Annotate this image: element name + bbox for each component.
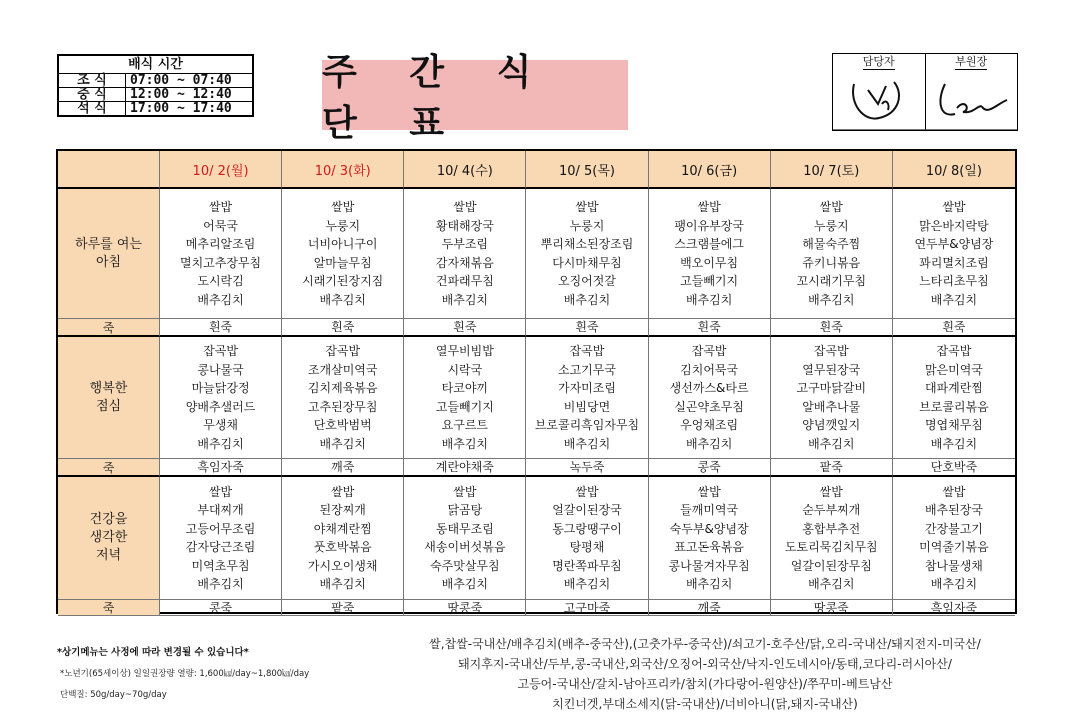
porridge-cell: 고구마죽 <box>526 600 648 616</box>
menu-item: 배추김치 <box>441 577 489 591</box>
menu-item: 맑은바지락탕 <box>919 218 989 233</box>
porridge-cell: 녹두죽 <box>526 459 648 477</box>
approval-role-vice-director: 부원장 <box>955 55 988 68</box>
menu-item: 동그랑땡구이 <box>552 521 622 536</box>
menu-cell <box>649 477 771 600</box>
menu-cell <box>526 477 648 600</box>
menu-item: 야채계란찜 <box>313 521 372 536</box>
breakfast-label-line: 하루를 여는 <box>75 236 142 252</box>
menu-item: 비빔당면 <box>563 399 611 414</box>
menu-item: 콩나물겨자무침 <box>668 558 750 573</box>
lunch-label-line: 점심 <box>95 398 122 414</box>
menu-item: 명엽채무침 <box>924 418 983 432</box>
menu-cell <box>282 477 404 600</box>
menu-item: 쌀밥 <box>942 484 966 499</box>
menu-item: 쌀밥 <box>453 484 477 499</box>
menu-item: 팽이유부장국 <box>674 218 744 233</box>
menu-item: 스크램블에그 <box>674 237 744 251</box>
manager-signature <box>844 70 914 129</box>
lunch-label-line: 행복한 <box>89 380 128 396</box>
menu-item: 고들빼기지 <box>680 274 739 288</box>
menu-item: 배추김치 <box>685 436 733 451</box>
porridge-cell: 흰죽 <box>526 319 648 337</box>
porridge-cell: 흑임자죽 <box>160 459 282 477</box>
menu-item: 잡곡밥 <box>325 344 361 358</box>
menu-cell <box>404 189 526 319</box>
day-header: 10/ 8(일) <box>893 151 1015 189</box>
lunch-label <box>58 337 160 459</box>
menu-item: 요구르트 <box>441 418 489 432</box>
porridge-cell: 팥죽 <box>771 459 893 477</box>
menu-item: 명란쪽파무침 <box>552 558 622 573</box>
menu-item: 배추김치 <box>197 292 244 307</box>
menu-item: 감자채볶음 <box>435 255 494 270</box>
menu-item: 쌀밥 <box>819 484 843 499</box>
menu-cell <box>160 189 282 319</box>
menu-item: 배추김치 <box>197 436 244 451</box>
porridge-cell: 깨죽 <box>282 459 404 477</box>
day-header: 10/ 3(화) <box>282 151 404 189</box>
menu-item: 배추김치 <box>930 292 978 307</box>
grid-corner <box>58 151 160 189</box>
menu-item: 누룽지 <box>569 218 605 233</box>
menu-item: 가시오이생채 <box>307 558 378 573</box>
menu-item: 숙주맛살무침 <box>430 558 500 573</box>
menu-cell <box>526 189 648 319</box>
menu-item: 순두부찌개 <box>802 503 861 517</box>
dinner-label-line: 생각한 <box>89 530 128 545</box>
menu-item: 부대찌개 <box>197 503 244 517</box>
menu-item: 배추김치 <box>808 436 855 451</box>
menu-cell <box>771 337 893 459</box>
day-header: 10/ 2(월) <box>160 151 282 189</box>
menu-item: 고들빼기지 <box>435 399 494 414</box>
menu-item: 쌀밥 <box>697 484 721 499</box>
menu-cell <box>893 337 1015 459</box>
breakfast-time: 07:00 ~ 07:40 <box>126 74 254 88</box>
porridge-cell: 땅콩죽 <box>771 600 893 616</box>
approval-box <box>832 53 1018 131</box>
origin-info <box>380 634 1030 714</box>
menu-item: 배추김치 <box>808 577 855 591</box>
menu-item: 배추된장국 <box>924 503 983 517</box>
menu-item: 고구마닭갈비 <box>796 381 867 395</box>
porridge-cell: 콩죽 <box>649 459 771 477</box>
menu-item: 쌀밥 <box>208 484 233 499</box>
menu-item: 배추김치 <box>685 292 733 307</box>
menu-item: 탕평채 <box>569 540 605 554</box>
menu-cell <box>404 337 526 459</box>
dinner-label <box>58 477 160 600</box>
breakfast-label <box>58 189 160 319</box>
porridge-cell: 흰죽 <box>649 319 771 337</box>
approval-role-manager: 담당자 <box>862 55 895 68</box>
menu-item: 다시마채무침 <box>552 255 622 270</box>
menu-item: 된장찌개 <box>319 503 366 517</box>
porridge-cell: 단호박죽 <box>893 459 1015 477</box>
menu-item: 감자당근조림 <box>185 540 256 554</box>
porridge-cell: 흑임자죽 <box>893 600 1015 616</box>
menu-item: 두부조림 <box>441 237 489 251</box>
menu-item: 도시락김 <box>197 274 244 288</box>
menu-item: 배추김치 <box>563 577 611 591</box>
dinner-time-label: 석 식 <box>58 102 126 117</box>
menu-item: 어묵국 <box>203 218 238 233</box>
dinner-label-line: 저녁 <box>95 548 122 563</box>
menu-item: 풋호박볶음 <box>313 540 372 554</box>
menu-item: 잡곡밥 <box>691 344 727 358</box>
menu-item: 고등어무조림 <box>185 521 256 536</box>
recommended-protein: 단백질: 50g/day~70g/day <box>60 690 167 700</box>
menu-item: 새송이버섯볶음 <box>424 540 506 554</box>
menu-item: 브로콜리볶음 <box>919 399 989 414</box>
menu-item: 미역초무침 <box>191 558 250 573</box>
menu-item: 조개살미역국 <box>307 362 378 377</box>
menu-item: 시락국 <box>447 362 483 377</box>
menu-item: 쌀밥 <box>697 200 721 214</box>
menu-cell <box>526 337 648 459</box>
menu-cell <box>771 189 893 319</box>
menu-item: 동태무조림 <box>435 521 494 536</box>
menu-cell <box>649 189 771 319</box>
lunch-time-label: 중 식 <box>58 88 126 102</box>
lunch-time: 12:00 ~ 12:40 <box>126 88 254 102</box>
day-header: 10/ 6(금) <box>649 151 771 189</box>
recommended-calories: *노년기(65세이상) 일일권장량 열량: 1,600㎉/day~1,800㎉/day <box>60 669 310 679</box>
menu-item: 오징어젓갈 <box>558 274 616 288</box>
breakfast-label-line: 아침 <box>95 254 122 270</box>
porridge-cell: 흰죽 <box>771 319 893 337</box>
menu-item: 배추김치 <box>563 292 611 307</box>
menu-item: 타코야끼 <box>441 381 489 395</box>
menu-item: 콩나물국 <box>197 362 244 377</box>
day-header: 10/ 5(목) <box>526 151 648 189</box>
menu-item: 생선까스&타르 <box>669 381 749 395</box>
signature-mark-2 <box>931 74 1011 126</box>
menu-item: 김치어묵국 <box>680 362 739 377</box>
menu-item: 배추김치 <box>319 577 366 591</box>
menu-item: 황태해장국 <box>435 218 494 233</box>
menu-item: 우엉채조림 <box>680 418 739 432</box>
vice-director-signature <box>931 70 1011 129</box>
dinner-label-line: 건강을 <box>89 512 128 527</box>
porridge-cell: 콩죽 <box>160 600 282 616</box>
porridge-cell: 땅콩죽 <box>404 600 526 616</box>
menu-item: 쌀밥 <box>819 200 843 214</box>
menu-item: 미역줄기볶음 <box>919 540 989 554</box>
menu-item: 누룽지 <box>325 218 361 233</box>
menu-item: 열무된장국 <box>802 362 861 377</box>
porridge-cell: 팥죽 <box>282 600 404 616</box>
menu-item: 잡곡밥 <box>203 344 238 358</box>
porridge-cell: 흰죽 <box>160 319 282 337</box>
approval-vice-director <box>926 54 1018 130</box>
meal-times-heading: 배식 시간 <box>58 55 253 74</box>
menu-item: 김치제육볶음 <box>307 381 378 395</box>
menu-item: 배추김치 <box>319 436 366 451</box>
menu-item: 양배추샐러드 <box>185 399 256 414</box>
porridge-label: 죽 <box>58 459 160 477</box>
menu-item: 알배추나물 <box>802 399 861 414</box>
porridge-cell: 흰죽 <box>282 319 404 337</box>
menu-item: 들깨미역국 <box>680 503 739 517</box>
menu-item: 홍합부추전 <box>802 521 861 536</box>
menu-item: 배추김치 <box>563 436 611 451</box>
menu-item: 얼갈이된장국 <box>552 503 622 517</box>
menu-cell <box>771 477 893 600</box>
menu-item: 시래기된장지짐 <box>302 274 384 288</box>
porridge-label: 죽 <box>58 319 160 337</box>
origin-line: 쌀,찹쌀-국내산/배추김치(배추-중국산),(고춧가루-중국산)/쇠고기-호주산/닭,오리-국내산/돼지전지-미국산/ <box>429 637 981 651</box>
menu-item: 연두부&양념장 <box>914 237 994 251</box>
menu-item: 느타리초무침 <box>919 274 989 288</box>
menu-item: 배추김치 <box>930 436 978 451</box>
menu-item: 배추김치 <box>685 577 733 591</box>
menu-item: 잡곡밥 <box>813 344 849 358</box>
menu-item: 너비아니구이 <box>307 237 378 251</box>
meal-times-table <box>57 54 254 117</box>
menu-item: 무생채 <box>203 418 238 432</box>
menu-item: 표고돈육볶음 <box>674 540 744 554</box>
menu-cell <box>404 477 526 600</box>
menu-item: 대파계란찜 <box>924 381 983 395</box>
approval-manager <box>833 54 926 130</box>
menu-item: 배추김치 <box>808 292 855 307</box>
menu-item: 고추된장무침 <box>307 399 378 414</box>
menu-cell <box>893 189 1015 319</box>
menu-item: 마늘닭강정 <box>191 381 250 395</box>
menu-item: 꼬시래기무침 <box>796 274 867 288</box>
menu-item: 쌀밥 <box>942 200 966 214</box>
menu-cell <box>160 337 282 459</box>
menu-item: 배추김치 <box>197 577 244 591</box>
menu-item: 가자미조림 <box>558 381 616 395</box>
menu-item: 참나물생채 <box>924 558 983 573</box>
menu-item: 닭곰탕 <box>447 503 483 517</box>
menu-item: 잡곡밥 <box>936 344 972 358</box>
menu-item: 쌀밥 <box>575 484 599 499</box>
menu-item: 뿌리채소된장조림 <box>540 237 634 251</box>
porridge-cell: 흰죽 <box>404 319 526 337</box>
menu-item: 쌀밥 <box>575 200 599 214</box>
menu-item: 쌀밥 <box>331 484 355 499</box>
menu-item: 열무비빔밥 <box>435 344 494 358</box>
origin-line: 돼지후지-국내산/두부,콩-국내산,외국산/오징어-외국산/낙지-인도네시아/동태,코다리-러시아산/ <box>458 657 952 671</box>
menu-item: 쥬키니볶음 <box>802 255 861 270</box>
menu-item: 쌀밥 <box>208 200 233 214</box>
menu-item: 배추김치 <box>319 292 366 307</box>
menu-item: 멸치고추장무침 <box>179 255 262 270</box>
day-header: 10/ 4(수) <box>404 151 526 189</box>
change-notice: *상기메뉴는 사정에 따라 변경될 수 있습니다* <box>57 647 249 658</box>
breakfast-time-label: 조 식 <box>58 74 126 88</box>
menu-item: 백오이무침 <box>680 255 739 270</box>
menu-item: 간장불고기 <box>924 521 983 536</box>
menu-item: 브로콜리흑임자무침 <box>534 418 640 432</box>
menu-cell <box>282 337 404 459</box>
menu-item: 숙두부&양념장 <box>669 521 749 536</box>
menu-item: 양념깻잎지 <box>802 418 861 432</box>
menu-item: 배추김치 <box>441 292 489 307</box>
origin-line: 고등어-국내산/갈치-남아프리카/참치(가다랑어-원양산)/쭈꾸미-베트남산 <box>517 677 893 691</box>
porridge-cell: 흰죽 <box>893 319 1015 337</box>
menu-cell <box>649 337 771 459</box>
menu-item: 누룽지 <box>813 218 849 233</box>
menu-item: 꽈리멸치조림 <box>919 255 989 270</box>
signature-mark-1 <box>844 74 914 126</box>
menu-item: 맑은미역국 <box>924 362 983 377</box>
menu-item: 도토리묵김치무침 <box>784 540 878 554</box>
menu-cell <box>160 477 282 600</box>
menu-item: 해물숙주찜 <box>802 237 861 251</box>
day-header: 10/ 7(토) <box>771 151 893 189</box>
origin-line: 치킨너겟,부대소세지(닭-국내산)/너비아니(닭,돼지-국내산) <box>552 697 858 711</box>
menu-item: 알마늘무침 <box>313 255 372 270</box>
menu-item: 쌀밥 <box>331 200 355 214</box>
menu-item: 얼갈이된장무침 <box>790 558 872 573</box>
weekly-menu-grid <box>56 149 1017 614</box>
porridge-cell: 깨죽 <box>649 600 771 616</box>
menu-item: 단호박범벅 <box>313 418 372 432</box>
menu-cell <box>282 189 404 319</box>
menu-item: 쌀밥 <box>453 200 477 214</box>
menu-item: 메추리알조림 <box>185 237 256 251</box>
menu-item: 배추김치 <box>441 436 489 451</box>
menu-item: 소고기무국 <box>558 362 616 377</box>
menu-item: 배추김치 <box>930 577 978 591</box>
menu-cell <box>893 477 1015 600</box>
menu-item: 실곤약초무침 <box>674 399 744 414</box>
menu-item: 건파래무침 <box>435 274 494 288</box>
porridge-cell: 계란야채죽 <box>404 459 526 477</box>
dinner-time: 17:00 ~ 17:40 <box>126 102 254 117</box>
menu-item: 잡곡밥 <box>569 344 605 358</box>
porridge-label: 죽 <box>58 600 160 616</box>
page-title: 주 간 식 단 표 <box>322 60 628 130</box>
